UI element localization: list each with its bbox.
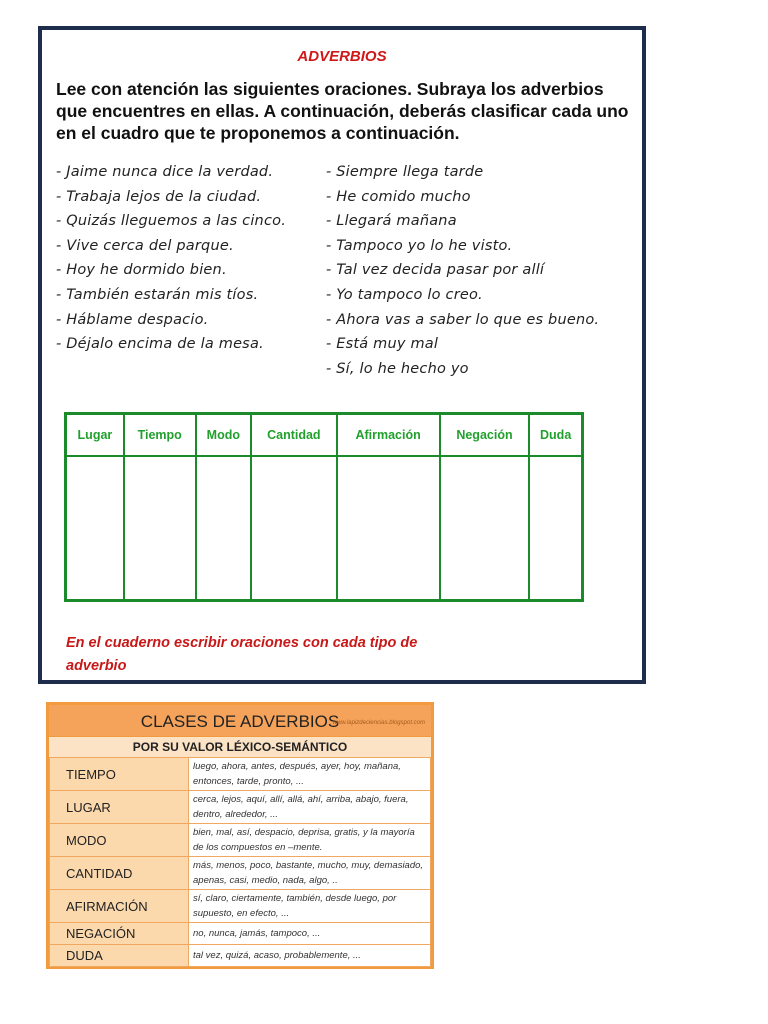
adverb-examples: sí, claro, ciertamente, también, desde luego, por supuesto, en efecto, ... (189, 890, 431, 923)
sentence-item: - También estarán mis tíos. (56, 286, 259, 303)
reference-row (50, 758, 431, 791)
header-tiempo: Tiempo (124, 414, 196, 457)
adverb-type: TIEMPO (50, 758, 189, 791)
reference-card (46, 702, 434, 969)
sentence-item: - Vive cerca del parque. (56, 237, 234, 254)
adverb-type: DUDA (50, 945, 189, 967)
reference-watermark: www.lapizdeciencias.blogspot.com (332, 720, 425, 726)
reference-row (50, 824, 431, 857)
sentence-item: - Quizás lleguemos a las cinco. (56, 213, 287, 230)
adverb-type: CANTIDAD (50, 857, 189, 890)
adverb-examples: más, menos, poco, bastante, mucho, muy, demasiado, apenas, casi, medio, nada, algo, .. (189, 857, 431, 890)
adverb-type: LUGAR (50, 791, 189, 824)
sentence-item: - Ahora vas a saber lo que es bueno. (326, 311, 600, 328)
answer-cell-modo[interactable] (196, 456, 252, 601)
sentence-item: - Trabaja lejos de la ciudad. (56, 188, 262, 205)
answer-cell-duda[interactable] (529, 456, 582, 601)
reference-row (50, 791, 431, 824)
header-duda: Duda (529, 414, 582, 457)
adverb-examples: tal vez, quizá, acaso, probablemente, ... (189, 945, 431, 967)
header-afirmacion: Afirmación (337, 414, 440, 457)
sentence-list-right (326, 160, 599, 381)
answer-cell-negacion[interactable] (440, 456, 530, 601)
header-negacion: Negación (440, 414, 530, 457)
header-lugar: Lugar (66, 414, 124, 457)
sentence-item: - Tampoco yo lo he visto. (326, 237, 513, 254)
answer-cell-afirmacion[interactable] (337, 456, 440, 601)
worksheet-title: ADVERBIOS (297, 48, 387, 65)
adverb-type: MODO (50, 824, 189, 857)
answer-cell-lugar[interactable] (66, 456, 124, 601)
adverb-examples: luego, ahora, antes, después, ayer, hoy, mañana, entonces, tarde, pronto, ... (189, 758, 431, 791)
reference-row (50, 890, 431, 923)
reference-title (49, 705, 431, 736)
adverb-type: NEGACIÓN (50, 923, 189, 945)
worksheet-footer-instruction: En el cuaderno escribir oraciones con cada tipo de adverbio (66, 635, 418, 674)
adverb-type: AFIRMACIÓN (50, 890, 189, 923)
sentence-item: - Está muy mal (326, 336, 439, 353)
sentence-item: - Háblame despacio. (56, 311, 209, 328)
worksheet-instructions: Lee con atención las siguientes oraciones. Subraya los adverbios que encuentres en ellas. A continuación, deberás clasificar cada uno en el cuadro que te proponemos a continuación. (56, 79, 629, 143)
reference-row (50, 923, 431, 945)
worksheet (38, 26, 646, 684)
sentence-item: - Llegará mañana (326, 213, 457, 230)
reference-row (50, 857, 431, 890)
reference-table (49, 757, 431, 967)
classification-table (64, 412, 584, 602)
sentence-list-left (56, 160, 286, 357)
adverb-examples: no, nunca, jamás, tampoco, ... (189, 923, 431, 945)
sentence-item: - Sí, lo he hecho yo (326, 360, 469, 377)
sentence-item: - Déjalo encima de la mesa. (56, 336, 264, 353)
reference-row (50, 945, 431, 967)
sentence-item: - Tal vez decida pasar por allí (326, 262, 545, 279)
sentence-item: - He comido mucho (326, 188, 471, 205)
sentence-item: - Jaime nunca dice la verdad. (56, 164, 274, 180)
sentence-item: - Yo tampoco lo creo. (326, 286, 483, 303)
answer-cell-tiempo[interactable] (124, 456, 196, 601)
sentence-item: - Hoy he dormido bien. (56, 262, 227, 279)
sentence-item: - Siempre llega tarde (326, 164, 484, 180)
header-modo: Modo (196, 414, 252, 457)
answer-cell-cantidad[interactable] (251, 456, 337, 601)
reference-title-text: CLASES DE ADVERBIOS (140, 712, 340, 731)
reference-subtitle: POR SU VALOR LÉXICO-SEMÁNTICO (49, 736, 431, 758)
adverb-examples: bien, mal, así, despacio, deprisa, gratis, y la mayoría de los compuestos en –mente. (189, 824, 431, 857)
header-cantidad: Cantidad (251, 414, 337, 457)
adverb-examples: cerca, lejos, aquí, allí, allá, ahí, arriba, abajo, fuera, dentro, alrededor, ... (189, 791, 431, 824)
